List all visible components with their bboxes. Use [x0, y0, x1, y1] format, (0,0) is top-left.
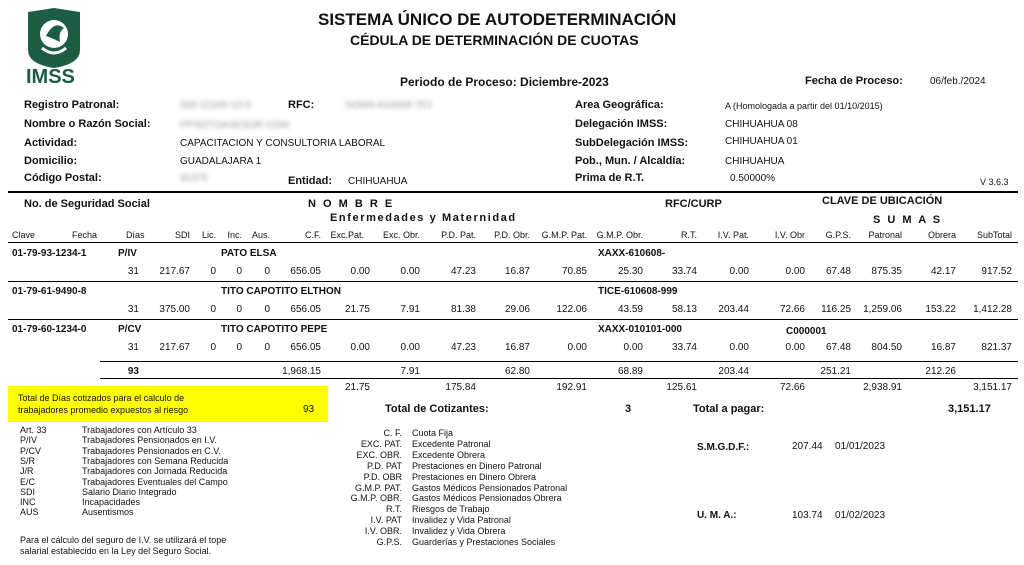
worker-value: 16.87 — [504, 266, 530, 277]
worker-value: 1,259.06 — [863, 304, 902, 315]
subheader-16: I.V. Pat. — [717, 230, 749, 240]
total-cotizantes-label: Total de Cotizantes: — [385, 403, 489, 415]
subdelegacion-value: CHIHUAHUA 01 — [725, 136, 798, 147]
total-pd-obr: 62.80 — [504, 366, 530, 377]
worker-value: 67.48 — [825, 342, 851, 353]
worker-value: 217.67 — [159, 342, 190, 353]
pob-value: CHIHUAHUA — [725, 156, 785, 167]
legend-code: INC — [20, 497, 36, 508]
worker-clave: P/CV — [118, 324, 142, 335]
worker-value: 31 — [127, 304, 139, 315]
worker-value: 47.23 — [450, 266, 476, 277]
worker-value: 81.38 — [450, 304, 476, 315]
pob-label: Pob., Mun. / Alcaldía: — [575, 155, 686, 167]
legend-mid-desc: Invalidez y Vida Patronal — [412, 515, 511, 526]
legend-mid-desc: Prestaciones en Dinero Patronal — [412, 460, 542, 471]
page-subtitle: CÉDULA DE DETERMINACIÓN DE CUOTAS — [350, 32, 639, 48]
worker-value: 0.00 — [400, 266, 420, 277]
worker-value: 0.00 — [729, 342, 749, 353]
domicilio-label: Domicilio: — [24, 155, 78, 167]
subheader-11: P.D. Pat. — [441, 230, 476, 240]
subheader-8: C.F. — [304, 230, 321, 240]
legend-desc: Incapacidades — [82, 497, 141, 508]
worker-value: 0.00 — [567, 342, 587, 353]
highlight-text-2: trabajadores promedio expuestos al riesgo — [18, 405, 189, 415]
worker-value: 656.05 — [290, 342, 321, 353]
worker-value: 21.75 — [344, 304, 370, 315]
total-obrera: 212.26 — [925, 366, 956, 377]
legend-mid-desc: Excedente Obrera — [412, 449, 486, 460]
subheader-2: Fecha — [72, 230, 98, 240]
worker-rfc: XAXX-610608- — [598, 248, 666, 259]
legend-desc: Trabajadores con Artículo 33 — [82, 425, 197, 435]
worker-value: 16.87 — [930, 342, 956, 353]
worker-name: PATO ELSA — [221, 248, 277, 259]
worker-value: 1,412.28 — [973, 304, 1012, 315]
totals-top-line — [100, 361, 1018, 362]
total-cf: 1,968.15 — [282, 366, 321, 377]
worker-value: 25.30 — [617, 266, 643, 277]
worker-value: 33.74 — [671, 342, 697, 353]
legend-desc: Trabajadores Pensionados en C.V. — [82, 445, 221, 456]
entidad-value: CHIHUAHUA — [348, 176, 408, 187]
worker-value: 122.06 — [556, 304, 587, 315]
legend-desc: Salario Diario Integrado — [82, 486, 177, 497]
worker-value: 0.00 — [729, 266, 749, 277]
worker-value: 0 — [236, 304, 242, 315]
uma-value: 103.74 — [792, 510, 823, 521]
worker-value: 0.00 — [350, 266, 370, 277]
header-divider — [8, 191, 1018, 193]
worker-value: 917.52 — [981, 266, 1012, 277]
total-dias: 93 — [127, 366, 139, 377]
legend-desc: Trabajadores con Semana Reducida — [82, 455, 229, 466]
periodo-proceso: Periodo de Proceso: Diciembre-2023 — [400, 75, 609, 89]
worker-value: 804.50 — [871, 342, 902, 353]
subheader-3: Días — [126, 230, 145, 240]
imss-logo — [24, 6, 84, 88]
subheader-divider — [8, 242, 1018, 243]
rfc-label: RFC: — [288, 99, 315, 111]
col-enf-mat: Enfermedades y Maternidad — [330, 212, 517, 224]
worker-value: 47.23 — [450, 342, 476, 353]
worker-nss: 01-79-61-9490-8 — [12, 286, 87, 297]
legend-code: E/C — [20, 476, 36, 487]
version-label: V 3.6.3 — [980, 177, 1009, 187]
actividad-label: Actividad: — [24, 137, 78, 149]
subheader-7: Aus. — [251, 230, 270, 240]
legend-mid-desc: Riesgos de Trabajo — [412, 504, 490, 515]
cp-label: Código Postal: — [24, 172, 102, 184]
col-nss: No. de Seguridad Social — [24, 198, 150, 210]
row-divider — [8, 281, 1018, 282]
total-cotizantes-value: 3 — [625, 403, 632, 415]
worker-value: 203.44 — [718, 304, 749, 315]
worker-value: 67.48 — [825, 266, 851, 277]
legend-mid-desc: Cuota Fija — [412, 428, 454, 438]
smgdf-value: 207.44 — [792, 441, 823, 452]
area-label: Area Geográfica: — [575, 99, 664, 111]
note-line-2: salarial establecido en la Ley del Seguro Social. — [20, 546, 212, 556]
worker-value: 375.00 — [159, 304, 190, 315]
rfc-value: SOMA-610608-7E1 — [345, 100, 433, 111]
subheader-9: Exc.Pat. — [330, 230, 364, 240]
actividad-value: CAPACITACION Y CONSULTORIA LABORAL — [180, 138, 386, 149]
worker-value: 0 — [210, 342, 216, 353]
totals-mid-line — [100, 378, 1018, 379]
legend-code: P/CV — [20, 445, 42, 456]
worker-value: 0 — [264, 304, 270, 315]
worker-value: 33.74 — [671, 266, 697, 277]
legend-code: Art. 33 — [20, 425, 47, 435]
worker-value: 0.00 — [785, 266, 805, 277]
legend-mid-code: P.D. PAT — [366, 460, 402, 471]
worker-nss: 01-79-60-1234-0 — [12, 324, 87, 335]
registro-value: 330-12345-10-5 — [180, 100, 252, 111]
total-pagar-value: 3,151.17 — [948, 403, 991, 415]
uma-date: 01/02/2023 — [835, 510, 886, 521]
subheader-13: G.M.P. Pat. — [541, 230, 587, 240]
worker-value: 29.06 — [504, 304, 530, 315]
page-title: SISTEMA ÚNICO DE AUTODETERMINACIÓN — [318, 10, 677, 29]
legend-mid-code: R.T. — [385, 504, 402, 515]
legend-desc: Trabajadores con Jornada Reducida — [82, 466, 228, 477]
total-patronal: 2,938.91 — [863, 382, 902, 393]
subheader-12: P.D. Obr. — [494, 230, 530, 240]
fecha-proceso-label: Fecha de Proceso: — [805, 75, 903, 87]
worker-value: 0 — [210, 266, 216, 277]
worker-value: 0.00 — [400, 342, 420, 353]
legend-mid-desc: Guarderías y Prestaciones Sociales — [412, 537, 556, 547]
worker-nss: 01-79-93-1234-1 — [12, 248, 87, 259]
registro-label: Registro Patronal: — [24, 99, 120, 111]
subheader-6: Inc. — [227, 230, 242, 240]
total-gmp-obr: 68.89 — [617, 366, 643, 377]
legend-code: J/R — [20, 466, 34, 477]
worker-value: 43.59 — [617, 304, 643, 315]
domicilio-value: GUADALAJARA 1 — [180, 156, 262, 167]
legend-mid-desc: Invalidez y Vida Obrera — [412, 526, 506, 537]
worker-value: 72.66 — [779, 304, 805, 315]
total-exc-obr: 7.91 — [400, 366, 420, 377]
legend-mid-code: I.V. PAT — [370, 515, 402, 526]
worker-value: 0 — [264, 266, 270, 277]
worker-rfc: XAXX-010101-000 — [598, 324, 682, 335]
legend-mid-code: I.V. OBR. — [364, 526, 402, 537]
legend-mid-desc: Gastos Médicos Pensionados Patronal — [412, 482, 568, 493]
uma-label: U. M. A.: — [697, 510, 737, 521]
legend-mid-code: G.M.P. PAT. — [354, 482, 402, 493]
subheader-17: I.V. Obr — [774, 230, 805, 240]
legend-code: SDI — [20, 486, 36, 497]
legend-desc: Trabajadores Pensionados en I.V. — [82, 435, 217, 446]
subdelegacion-label: SubDelegación IMSS: — [575, 137, 689, 149]
subheader-1: Clave — [12, 230, 36, 240]
legend-code: AUS — [20, 507, 39, 518]
total-pagar-label: Total a pagar: — [693, 403, 765, 415]
col-rfc: RFC/CURP — [665, 198, 722, 210]
subheader-21: SubTotal — [976, 230, 1012, 240]
subheader-15: R.T. — [680, 230, 697, 240]
highlight-value: 93 — [303, 404, 315, 415]
total-subtotal: 3,151.17 — [973, 382, 1012, 393]
legend-mid-desc: Prestaciones en Dinero Obrera — [412, 471, 537, 482]
subheader-20: Obrera — [927, 230, 956, 240]
worker-name: TITO CAPOTITO ELTHON — [221, 286, 341, 297]
worker-value: 153.22 — [925, 304, 956, 315]
row-divider — [8, 319, 1018, 320]
total-exc-pat: 21.75 — [344, 382, 370, 393]
delegacion-label: Delegación IMSS: — [575, 118, 668, 130]
total-gmp-pat: 192.91 — [556, 382, 587, 393]
legend-code: P/IV — [20, 435, 38, 446]
worker-value: 217.67 — [159, 266, 190, 277]
worker-value: 58.13 — [671, 304, 697, 315]
legend-desc: Ausentismos — [82, 507, 134, 518]
worker-value: 0.00 — [350, 342, 370, 353]
total-iv-pat: 203.44 — [718, 366, 749, 377]
worker-value: 656.05 — [290, 266, 321, 277]
subheader-4: SDI — [174, 230, 190, 240]
logo-text: IMSS — [26, 66, 75, 88]
worker-value: 31 — [127, 266, 139, 277]
worker-value: 31 — [127, 342, 139, 353]
worker-value: 7.91 — [400, 304, 420, 315]
total-rt: 125.61 — [666, 382, 697, 393]
highlight-text-1: Total de Días cotizados para el calculo de — [18, 393, 185, 403]
smgdf-label: S.M.G.D.F.: — [697, 442, 750, 453]
col-clave-ubic: CLAVE DE UBICACIÓN — [822, 195, 943, 207]
nombre-label: Nombre o Razón Social: — [24, 118, 151, 130]
legend-code: S/R — [20, 455, 36, 466]
legend-mid-code: EXC. PAT. — [360, 438, 402, 449]
worker-value: 116.25 — [821, 304, 851, 315]
legend-desc: Trabajadores Eventuales del Campo — [82, 476, 228, 487]
worker-value: 656.05 — [290, 304, 321, 315]
subheader-18: G.P.S. — [825, 230, 851, 240]
area-value: A (Homologada a partir del 01/10/2015) — [725, 101, 883, 111]
legend-mid-code: C. F. — [383, 428, 402, 438]
total-iv-obr: 72.66 — [779, 382, 805, 393]
worker-clave: P/IV — [118, 248, 137, 259]
legend-mid-desc: Gastos Médicos Pensionados Obrera — [412, 493, 562, 504]
note-line-1: Para el cálculo del seguro de I.V. se utilizará el tope — [20, 535, 227, 545]
worker-value: 0 — [264, 342, 270, 353]
worker-value: 0.00 — [785, 342, 805, 353]
delegacion-value: CHIHUAHUA 08 — [725, 119, 798, 130]
fecha-proceso-value: 06/feb./2024 — [930, 76, 986, 87]
prima-value: 0.50000% — [730, 173, 776, 184]
dias-cotizados-highlight — [8, 386, 328, 422]
worker-value: 821.37 — [981, 342, 1012, 353]
prima-label: Prima de R.T. — [575, 172, 645, 184]
worker-value: 0 — [210, 304, 216, 315]
legend-mid-code: G.P.S. — [376, 537, 402, 547]
worker-value: 0 — [236, 342, 242, 353]
entidad-label: Entidad: — [288, 175, 332, 187]
worker-value: 42.17 — [930, 266, 956, 277]
subheader-14: G.M.P. Obr. — [596, 230, 643, 240]
smgdf-date: 01/01/2023 — [835, 441, 886, 452]
subheader-5: Lic. — [201, 230, 216, 240]
worker-rfc: TICE-610608-999 — [598, 286, 678, 297]
col-nombre: N O M B R E — [308, 198, 395, 210]
subheader-19: Patronal — [868, 230, 902, 240]
worker-ubicacion: C000001 — [786, 326, 827, 337]
worker-name: TITO CAPOTITO PEPE — [221, 324, 328, 335]
worker-value: 16.87 — [504, 342, 530, 353]
nombre-value: PPSOTOASESOR COM — [180, 120, 290, 131]
total-pd-pat: 175.84 — [445, 382, 476, 393]
legend-mid-code: EXC. OBR. — [356, 449, 402, 460]
legend-mid-desc: Excedente Patronal — [412, 438, 491, 449]
worker-value: 70.85 — [561, 266, 587, 277]
worker-value: 875.35 — [871, 266, 902, 277]
worker-value: 0 — [236, 266, 242, 277]
subheader-10: Exc. Obr. — [382, 230, 420, 240]
legend-mid-code: P.D. OBR — [363, 471, 402, 482]
worker-value: 0.00 — [623, 342, 643, 353]
col-sumas: S U M A S — [873, 214, 943, 226]
cp-value: 31375 — [180, 173, 208, 184]
total-gps: 251.21 — [820, 366, 851, 377]
legend-mid-code: G.M.P. OBR. — [350, 493, 402, 504]
